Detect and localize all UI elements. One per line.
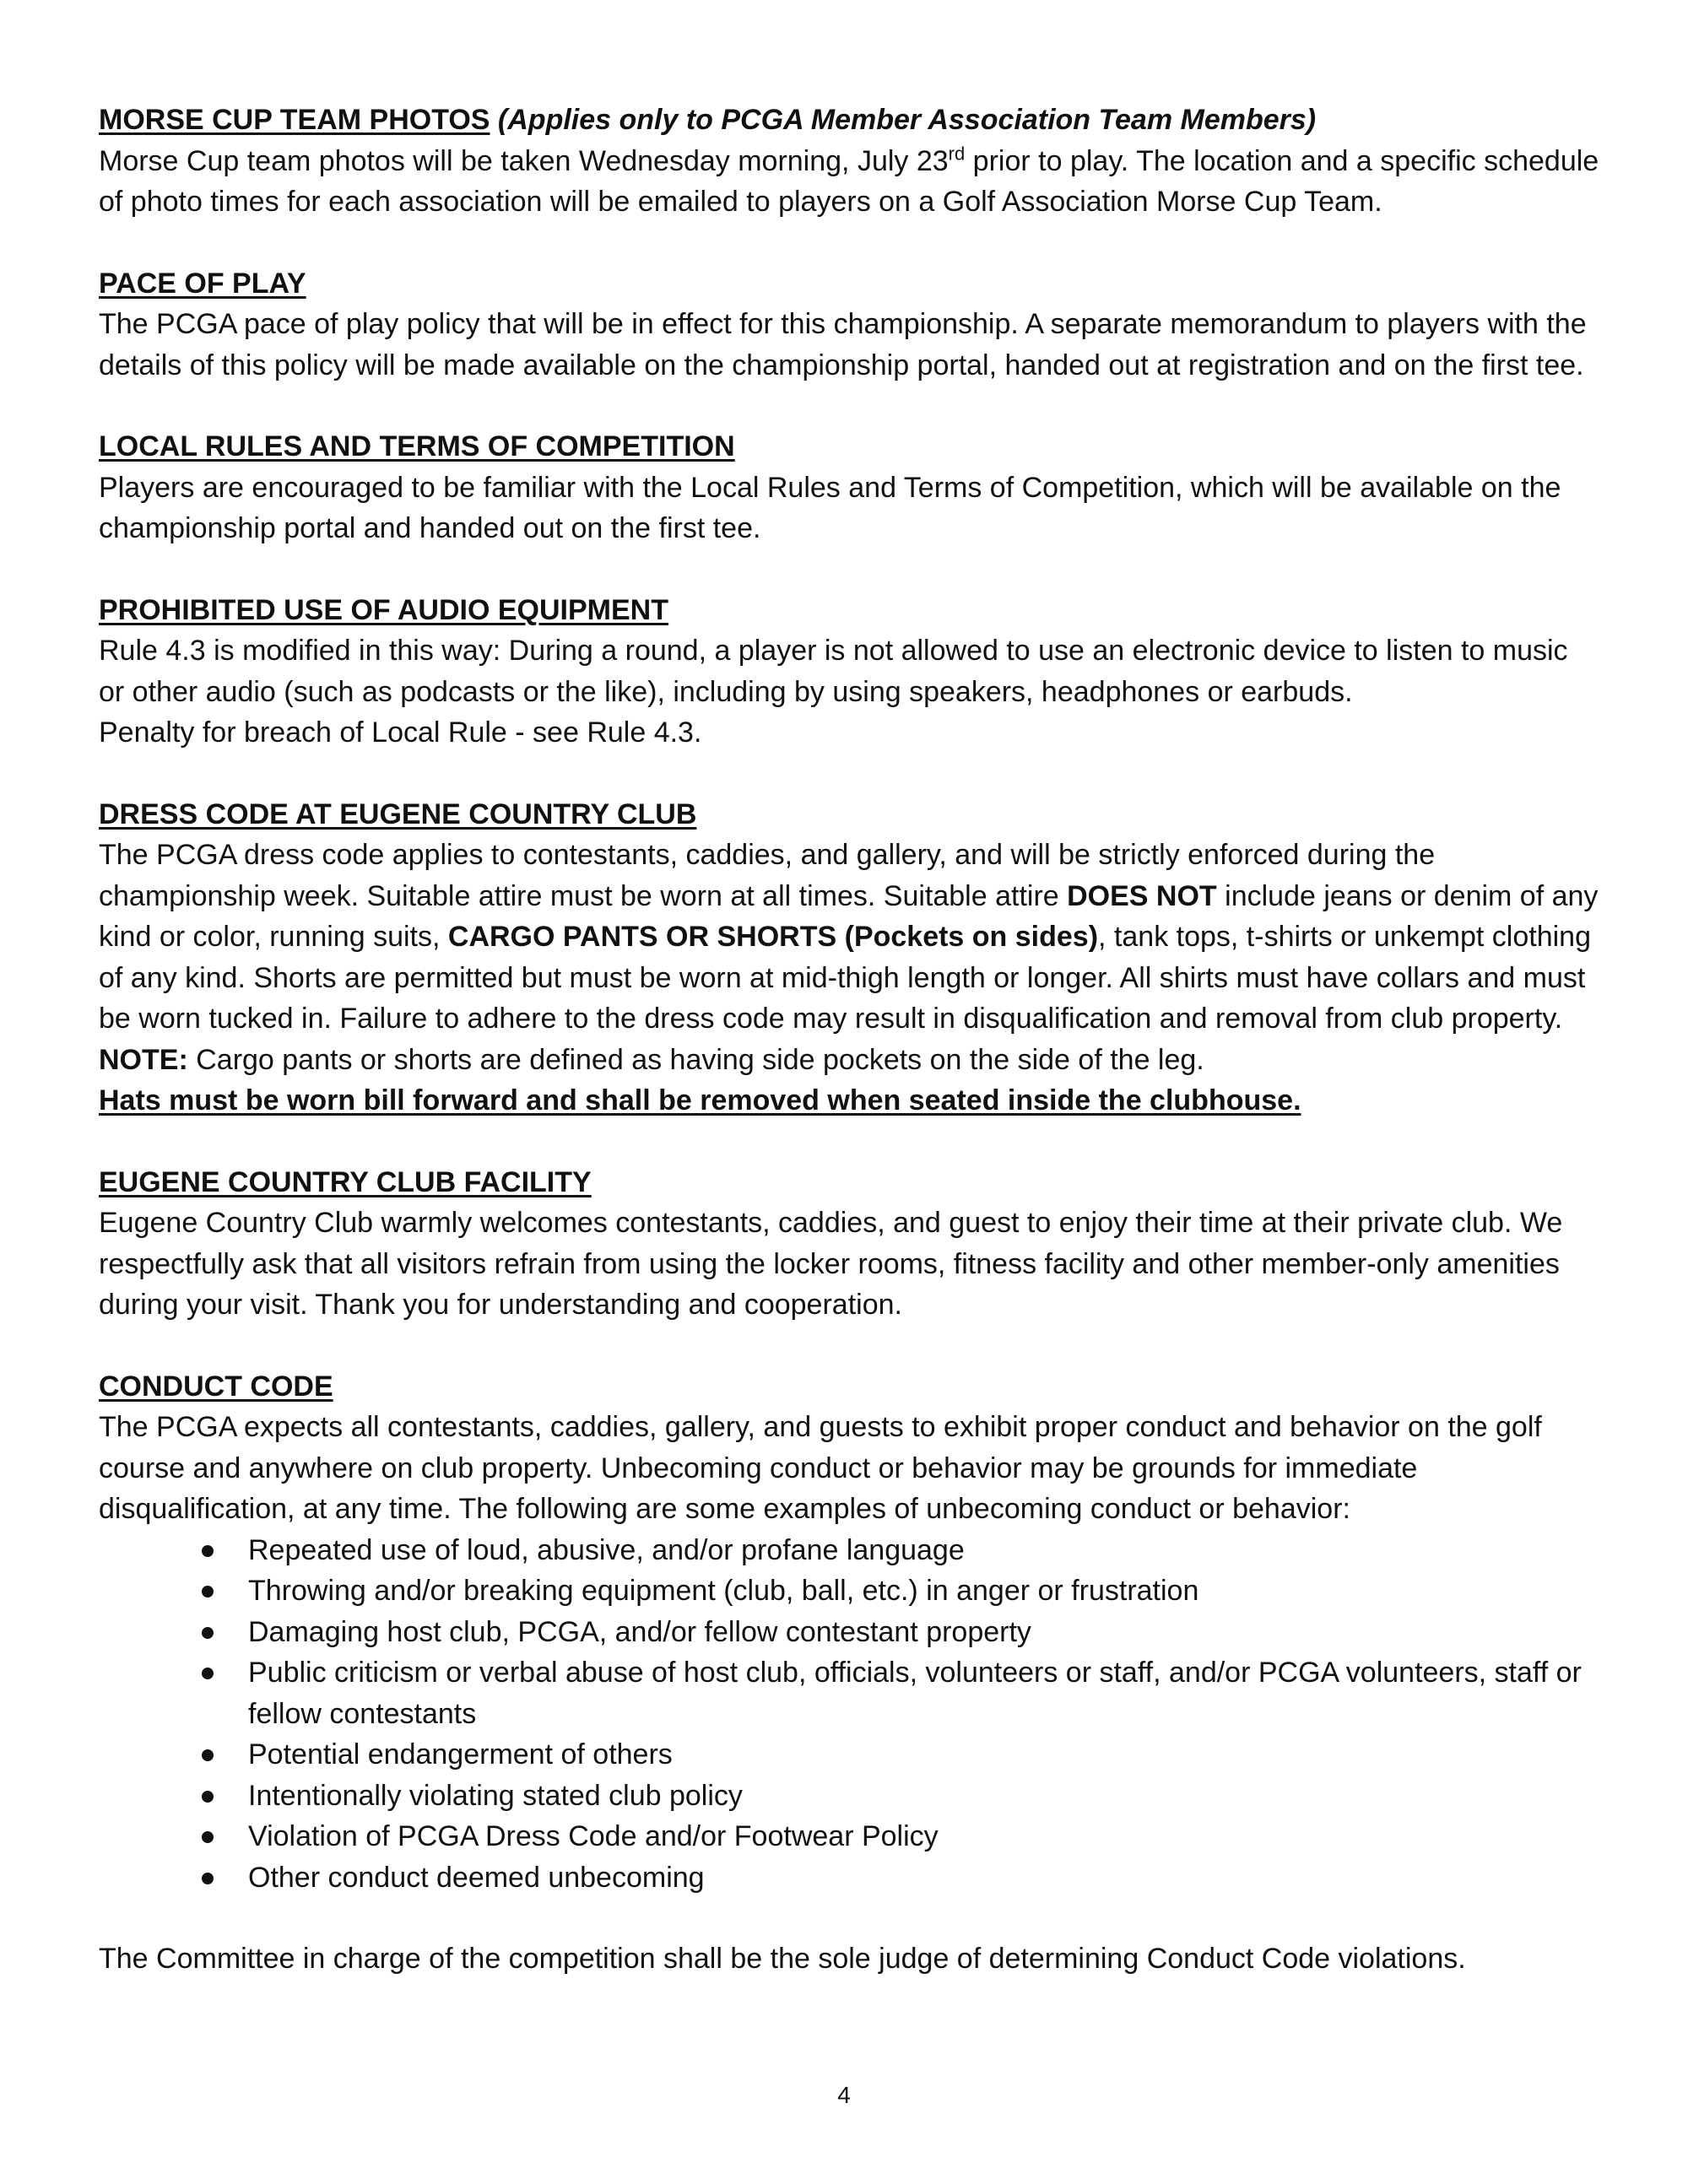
list-item-text: Damaging host club, PCGA, and/or fellow contestant property <box>248 1615 1031 1648</box>
body-text: include jeans or denim of any kind or color, running suits, <box>99 879 1599 953</box>
list-item-text: Repeated use of loud, abusive, and/or profane language <box>248 1533 965 1566</box>
section-facility <box>99 1162 1601 1326</box>
body-text: Cargo pants or shorts are defined as having side pockets on the side of the leg. <box>187 1043 1204 1076</box>
ordinal-suffix: rd <box>948 143 966 165</box>
section-body: The PCGA expects all contestants, caddies, gallery, and guests to exhibit proper conduct and behavior on the golf course and anywhere on club property. Unbecoming conduct or behavior may be grounds for immediate disqualification, at any time. The following are some examples of unbecoming conduct or behavior: <box>99 1411 1542 1525</box>
section-conduct-code <box>99 1366 1601 1899</box>
section-body: Eugene Country Club warmly welcomes contestants, caddies, and guest to enjoy their time at their private club. We respectfully ask that all visitors refrain from using the locker rooms, fitness facility and other member-only amenities during your visit. Thank you for understanding and cooperation. <box>99 1207 1563 1321</box>
bullet-icon <box>202 1791 214 1803</box>
emphasis-text: CARGO PANTS OR SHORTS (Pockets on sides) <box>447 921 1099 953</box>
section-local-rules <box>99 426 1601 549</box>
section-audio-equipment <box>99 590 1601 754</box>
bullet-icon <box>202 1627 214 1639</box>
list-item-text: Intentionally violating stated club policy <box>248 1779 743 1812</box>
section-heading: EUGENE COUNTRY CLUB FACILITY <box>99 1165 592 1198</box>
bullet-icon <box>202 1668 214 1679</box>
section-body: The PCGA pace of play policy that will be in effect for this championship. A separate memorandum to players with the details of this policy will be made available on the championship portal, handed out at registration and on the first tee. <box>99 308 1587 381</box>
section-heading: MORSE CUP TEAM PHOTOS <box>99 104 490 136</box>
bullet-icon <box>202 1831 214 1843</box>
list-item-text: Public criticism or verbal abuse of host club, officials, volunteers or staff, and/or PCGA volunteers, staff or fellow contestants <box>248 1657 1582 1730</box>
emphasis-text: DOES NOT <box>1067 879 1217 912</box>
section-heading-line <box>99 263 1601 305</box>
body-text: , tank tops, t-shirts or unkempt clothing of any kind. Shorts are permitted but must be worn at mid-thigh length or longer. All shirts must have collars and must be worn tucked in. Failure to adhere to the dress code may result in disqualification and removal from club property. <box>99 921 1591 1035</box>
section-heading-line <box>99 1366 1601 1408</box>
list-item <box>248 1530 1601 1571</box>
body-text: prior to play. The location and a specific schedule of photo times for each association will be emailed to players on a Golf Association Morse Cup Team. <box>99 144 1599 218</box>
section-pace-of-play <box>99 263 1601 387</box>
note-label: NOTE: <box>99 1043 188 1076</box>
section-heading-line <box>99 1162 1601 1203</box>
section-heading-line <box>99 100 1601 141</box>
section-body: Players are encouraged to be familiar with the Local Rules and Terms of Competition, which will be available on the championship portal and handed out on the first tee. <box>99 471 1561 544</box>
section-body: Rule 4.3 is modified in this way: During a round, a player is not allowed to use an electronic device to listen to music or other audio (such as podcasts or the like), including by using speakers, headphones or earbuds. <box>99 635 1568 708</box>
section-heading: DRESS CODE AT EUGENE COUNTRY CLUB <box>99 797 697 830</box>
list-item-text: Other conduct deemed unbecoming <box>248 1861 705 1894</box>
bullet-icon <box>202 1545 214 1557</box>
section-heading-note: (Applies only to PCGA Member Association Team Members) <box>497 104 1317 136</box>
section-body <box>99 835 1601 1080</box>
section-heading-line <box>99 590 1601 631</box>
list-item-text: Throwing and/or breaking equipment (club, ball, etc.) in anger or frustration <box>248 1575 1199 1607</box>
list-item <box>248 1612 1601 1653</box>
page-number: 4 <box>837 2082 851 2108</box>
list-item <box>248 1857 1601 1899</box>
section-heading: PROHIBITED USE OF AUDIO EQUIPMENT <box>99 593 669 626</box>
list-item-text: Violation of PCGA Dress Code and/or Footwear Policy <box>248 1820 939 1852</box>
list-item-text: Potential endangerment of others <box>248 1738 673 1770</box>
conduct-examples-list <box>99 1530 1601 1899</box>
section-heading: PACE OF PLAY <box>99 267 306 300</box>
list-item <box>248 1652 1601 1734</box>
bullet-icon <box>202 1749 214 1761</box>
section-heading-line <box>99 426 1601 468</box>
bullet-icon <box>202 1873 214 1884</box>
list-item <box>248 1776 1601 1817</box>
hats-rule-text: Hats must be worn bill forward and shall be removed when seated inside the clubhouse. <box>99 1084 1301 1116</box>
closing-statement: The Committee in charge of the competition shall be the sole judge of determining Conduct Code violations. <box>99 1943 1466 1975</box>
hats-rule <box>99 1080 1601 1122</box>
list-item <box>248 1734 1601 1776</box>
section-heading: CONDUCT CODE <box>99 1370 333 1403</box>
body-text: The PCGA dress code applies to contestants, caddies, and gallery, and will be strictly enforced during the championship week. Suitable attire must be worn at all times. Suitable attire <box>99 839 1436 912</box>
document-page <box>99 100 1601 1980</box>
section-dress-code <box>99 794 1601 1122</box>
body-text: Morse Cup team photos will be taken Wednesday morning, July 23 <box>99 144 949 177</box>
list-item <box>248 1570 1601 1612</box>
section-heading: LOCAL RULES AND TERMS OF COMPETITION <box>99 430 735 462</box>
list-item <box>248 1816 1601 1857</box>
section-heading-line <box>99 794 1601 835</box>
section-body <box>99 141 1601 223</box>
section-morse-cup-team-photos <box>99 100 1601 223</box>
bullet-icon <box>202 1586 214 1597</box>
penalty-note: Penalty for breach of Local Rule - see Rule 4.3. <box>99 716 702 749</box>
